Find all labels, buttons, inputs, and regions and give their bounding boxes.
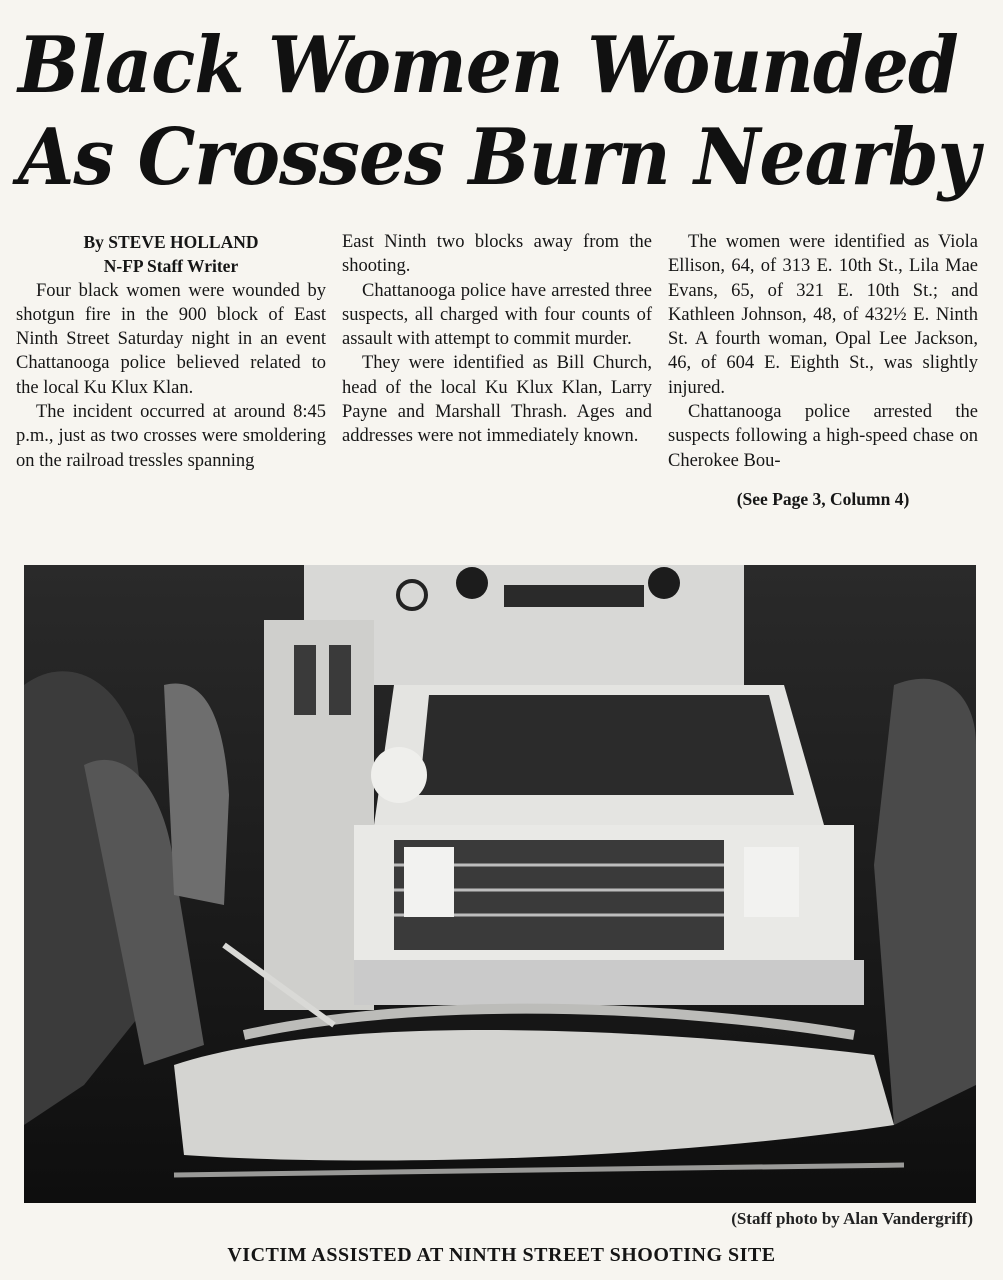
article-column-3 — [668, 230, 978, 511]
person-right — [874, 679, 976, 1125]
windshield — [419, 695, 794, 795]
article-body — [16, 230, 981, 550]
article-column-1 — [16, 230, 326, 473]
byline-author: By STEVE HOLLAND — [83, 232, 259, 252]
photo-credit: (Staff photo by Alan Vandergriff) — [731, 1209, 973, 1228]
headline-line-1: Black Women Wounded — [18, 20, 958, 111]
photo-caption: VICTIM ASSISTED AT NINTH STREET SHOOTING SITE — [227, 1244, 776, 1266]
ambulance-scene-photo — [24, 565, 976, 1203]
article-paragraph: The incident occurred at around 8:45 p.m., just as two crosses were smoldering on the railroad tressles spanning — [16, 402, 326, 471]
article-paragraph: East Ninth two blocks away from the shooting. — [342, 232, 652, 277]
article-paragraph: They were identified as Bill Church, head of the local Ku Klux Klan, Larry Payne and Marshall Thrash. Ages and addresses were not immediately known. — [342, 353, 652, 447]
headline — [18, 20, 979, 204]
news-photo — [24, 565, 976, 1203]
article-paragraph: The women were identified as Viola Ellison, 64, of 313 E. 10th St., Lila Mae Evans, 65, of 321 E. 10th St.; and Kathleen Johnson, 48, of 432½ E. Ninth St. A fourth woman, Opal Lee Jackson, 46, of 604 E. Eighth St., was slightly injured. — [668, 232, 978, 398]
jump-line: (See Page 3, Column 4) — [736, 488, 910, 509]
byline-role: N-FP Staff Writer — [103, 256, 239, 277]
article-paragraph: Chattanooga police have arrested three suspects, all charged with four counts of assault with attempt to commit murder. — [342, 280, 652, 350]
headline-line-2: As Crosses Burn Nearby — [18, 112, 979, 203]
article-paragraph: Chattanooga police arrested the suspects following a high-speed chase on Cherokee Bou- — [668, 402, 978, 471]
article-column-2 — [342, 230, 652, 449]
article-paragraph: Four black women were wounded by shotgun fire in the 900 block of East Ninth Street Saturday night in an event Chattanooga police believed related to the local Ku Klux Klan. — [16, 280, 326, 398]
bumper — [354, 960, 864, 1005]
